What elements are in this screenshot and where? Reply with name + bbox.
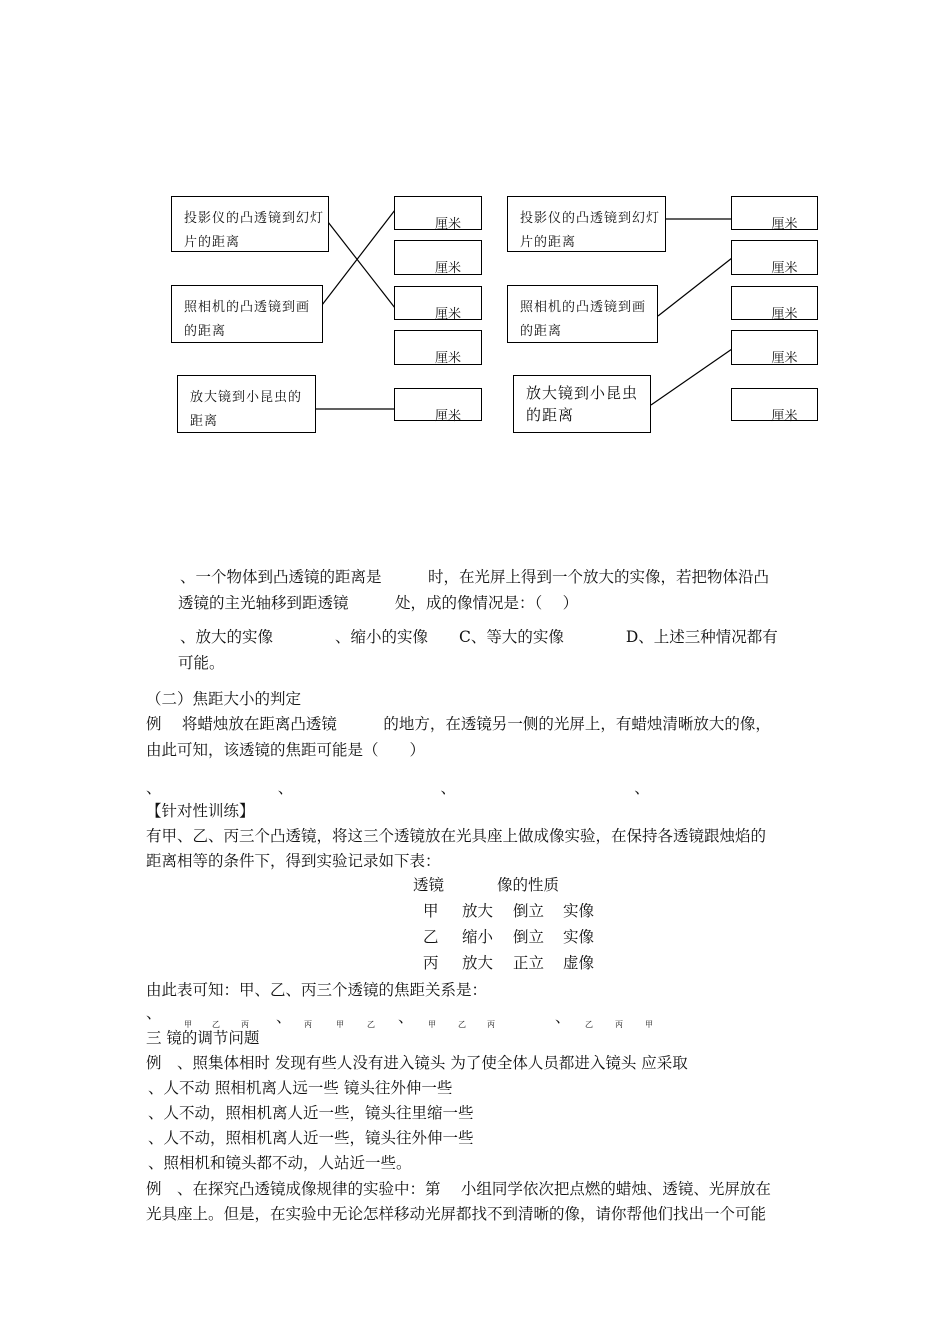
choice-a-3: 丙 bbox=[241, 1020, 249, 1029]
section2-title: （二）焦距大小的判定 bbox=[146, 690, 302, 708]
right-line-magnifier bbox=[651, 349, 732, 405]
section2-example-options: 、 、 、 、 bbox=[146, 779, 650, 797]
choice-mark-b: 、 bbox=[276, 1008, 292, 1026]
choice-d-1: 乙 bbox=[585, 1020, 593, 1029]
section3-title: 三 镜的调节问题 bbox=[146, 1029, 260, 1047]
cm-unit: 厘米 bbox=[771, 409, 798, 424]
question-a-options-line1: 、放大的实像 、缩小的实像 C、等大的实像 D、上述三种情况都有 bbox=[180, 628, 778, 646]
choice-b-3: 乙 bbox=[367, 1020, 375, 1029]
right-line-camera bbox=[658, 258, 732, 316]
section3-example2-line2: 光具座上。但是，在实验中无论怎样移动光屏都找不到清晰的像，请你帮他们找出一个可能 bbox=[146, 1205, 767, 1223]
right-cm-box-5 bbox=[731, 388, 818, 424]
table-cell: 缩小 bbox=[462, 928, 494, 946]
question-a-line1: 、一个物体到凸透镜的距离是 时，在光屏上得到一个放大的实像，若把物体沿凸 bbox=[180, 568, 770, 586]
choice-c-3: 丙 bbox=[487, 1020, 495, 1029]
table-cell: 倒立 bbox=[513, 928, 545, 946]
table-cell: 实像 bbox=[563, 902, 595, 920]
cm-unit: 厘米 bbox=[771, 217, 798, 232]
table-header-lens: 透镜 bbox=[413, 876, 445, 894]
left-label-projector: 投影仪的凸透镜到幻灯片的距离 bbox=[171, 196, 329, 252]
training-title: 【针对性训练】 bbox=[146, 802, 255, 820]
section3-example1: 例 、照集体相时 发现有些人没有进入镜头 为了使全体人员都进入镜头 应采取 bbox=[146, 1054, 688, 1072]
cm-unit: 厘米 bbox=[434, 351, 461, 366]
choice-mark-d: 、 bbox=[555, 1008, 571, 1026]
cm-unit: 厘米 bbox=[434, 217, 461, 232]
right-cm-box-4 bbox=[731, 330, 818, 365]
table-cell: 放大 bbox=[462, 902, 494, 920]
right-cm-box-3 bbox=[731, 286, 818, 320]
cm-unit: 厘米 bbox=[434, 409, 461, 424]
table-cell: 正立 bbox=[513, 954, 545, 972]
table-cell: 甲 bbox=[423, 902, 439, 920]
left-cm-box-3 bbox=[394, 286, 482, 320]
table-cell: 放大 bbox=[462, 954, 494, 972]
cm-unit: 厘米 bbox=[771, 307, 798, 322]
section2-example-line2: 由此可知，该透镜的焦距可能是（ ） bbox=[146, 741, 426, 759]
choice-c-2: 乙 bbox=[458, 1020, 466, 1029]
section3-option-b: 、人不动，照相机离人近一些，镜头往里缩一些 bbox=[148, 1104, 474, 1122]
choice-d-3: 甲 bbox=[645, 1020, 653, 1029]
section3-option-c: 、人不动，照相机离人近一些，镜头往外伸一些 bbox=[148, 1129, 474, 1147]
section2-example-line1: 例 将蜡烛放在距离凸透镜 的地方，在透镜另一侧的光屏上，有蜡烛清晰放大的像， bbox=[146, 715, 771, 733]
right-cm-box-2 bbox=[731, 240, 818, 275]
choice-b-2: 甲 bbox=[336, 1020, 344, 1029]
left-line-camera bbox=[322, 210, 395, 305]
question-a-options-line2: 可能。 bbox=[178, 654, 225, 672]
right-label-projector: 投影仪的凸透镜到幻灯片的距离 bbox=[507, 196, 666, 252]
choice-b-1: 丙 bbox=[304, 1020, 312, 1029]
choice-a-1: 甲 bbox=[184, 1020, 192, 1029]
training-line2: 距离相等的条件下，得到实验记录如下表： bbox=[146, 852, 441, 870]
table-cell: 丙 bbox=[423, 954, 439, 972]
choice-d-2: 丙 bbox=[615, 1020, 623, 1029]
left-cm-box-4 bbox=[394, 330, 482, 365]
section3-option-d: 、照相机和镜头都不动，人站近一些。 bbox=[148, 1154, 412, 1172]
left-label-camera: 照相机的凸透镜到画的距离 bbox=[171, 285, 323, 343]
right-label-magnifier: 放大镜到小昆虫的距离 bbox=[513, 375, 651, 433]
table-cell: 虚像 bbox=[563, 954, 595, 972]
choice-mark-a: 、 bbox=[146, 1004, 162, 1022]
training-line1: 有甲、乙、丙三个凸透镜，将这三个透镜放在光具座上做成像实验，在保持各透镜跟烛焰的 bbox=[146, 827, 767, 845]
choice-c-1: 甲 bbox=[428, 1020, 436, 1029]
choice-a-2: 乙 bbox=[212, 1020, 220, 1029]
table-cell: 倒立 bbox=[513, 902, 545, 920]
table-conclusion: 由此表可知：甲、乙、丙三个透镜的焦距关系是： bbox=[146, 981, 488, 999]
right-cm-box-1 bbox=[731, 196, 818, 230]
table-cell: 实像 bbox=[563, 928, 595, 946]
question-a-line2: 透镜的主光轴移到距透镜 处，成的像情况是：（ ） bbox=[178, 594, 579, 612]
section3-example2-line1: 例 、在探究凸透镜成像规律的实验中：第 小组同学依次把点燃的蜡烛、透镜、光屏放在 bbox=[146, 1180, 771, 1198]
cm-unit: 厘米 bbox=[434, 261, 461, 276]
cm-unit: 厘米 bbox=[771, 261, 798, 276]
cm-unit: 厘米 bbox=[771, 351, 798, 366]
section3-option-a: 、人不动 照相机离人远一些 镜头往外伸一些 bbox=[148, 1079, 453, 1097]
table-header-image: 像的性质 bbox=[497, 876, 560, 894]
right-label-camera: 照相机的凸透镜到画的距离 bbox=[507, 285, 658, 343]
table-cell: 乙 bbox=[423, 928, 439, 946]
left-label-magnifier: 放大镜到小昆虫的距离 bbox=[177, 375, 316, 433]
cm-unit: 厘米 bbox=[434, 307, 461, 322]
choice-mark-c: 、 bbox=[398, 1008, 414, 1026]
left-cm-box-1 bbox=[394, 196, 482, 230]
left-line-projector bbox=[328, 222, 395, 308]
left-cm-box-5 bbox=[394, 388, 482, 424]
left-cm-box-2 bbox=[394, 240, 482, 275]
